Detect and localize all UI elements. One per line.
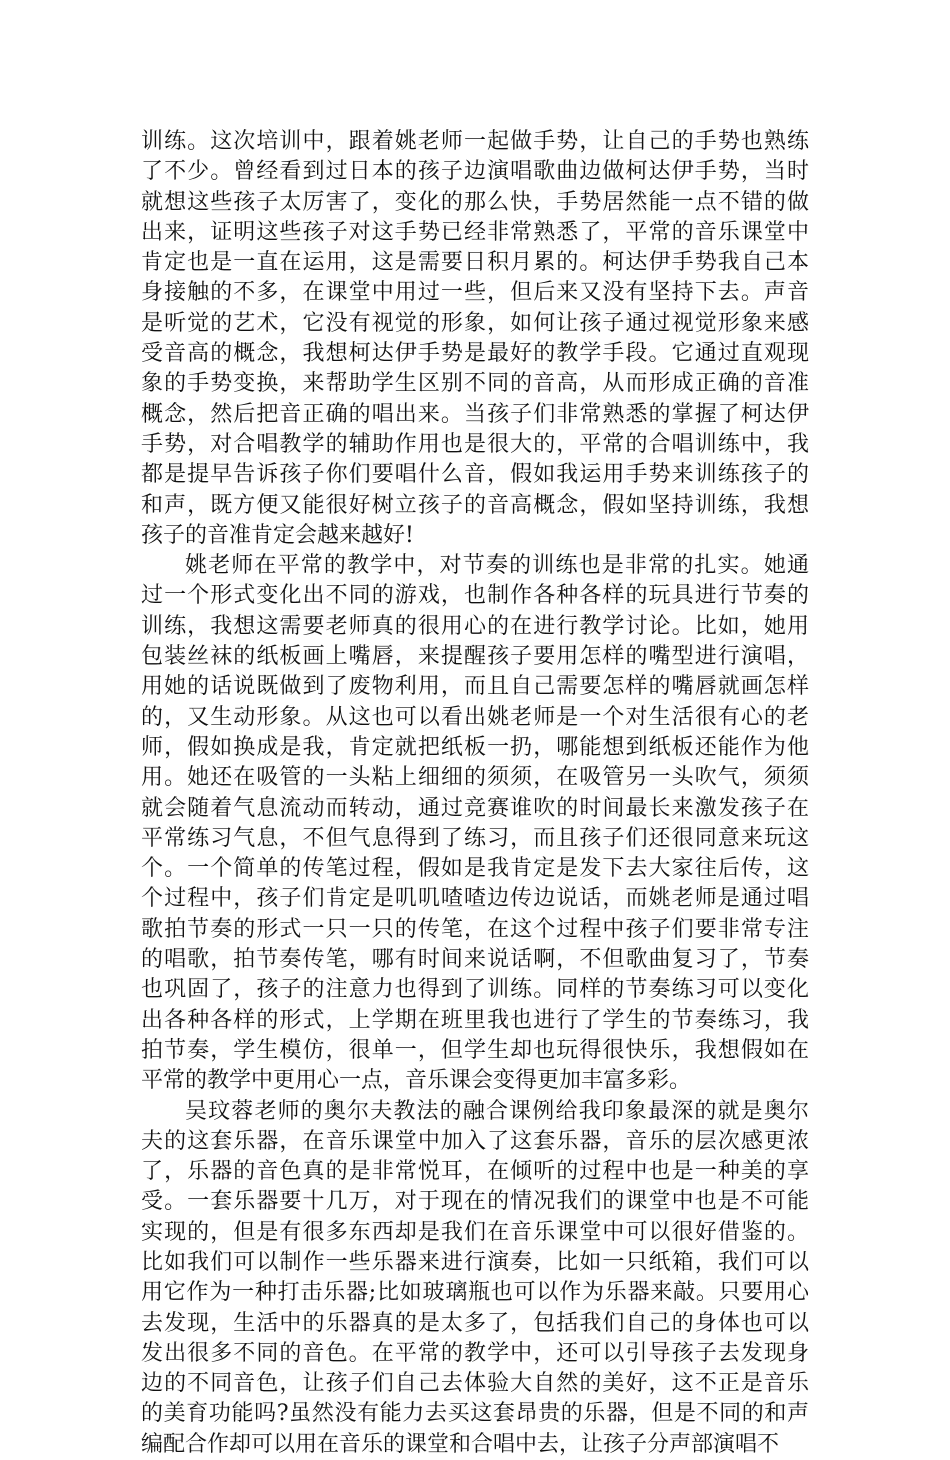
text-line: 夫的这套乐器，在音乐课堂中加入了这套乐器，音乐的层次感更浓 xyxy=(141,1127,809,1157)
text-line: 概念，然后把音正确的唱出来。当孩子们非常熟悉的掌握了柯达伊 xyxy=(141,400,809,430)
text-line: 过一个形式变化出不同的游戏，也制作各种各样的玩具进行节奏的 xyxy=(141,581,809,611)
text-line: 都是提早告诉孩子你们要唱什么音，假如我运用手势来训练孩子的 xyxy=(141,460,809,490)
text-line: 肯定也是一直在运用，这是需要日积月累的。柯达伊手势我自己本 xyxy=(141,248,809,278)
text-line: 训练，我想这需要老师真的很用心的在进行教学讨论。比如，她用 xyxy=(141,612,809,642)
paragraph-rhythm-training xyxy=(141,551,809,1096)
text-line: 和声，既方便又能很好树立孩子的音高概念，假如坚持训练，我想 xyxy=(141,491,809,521)
text-line: 的，又生动形象。从这也可以看出姚老师是一个对生活很有心的老 xyxy=(141,703,809,733)
text-line: 用。她还在吸管的一头粘上细细的须须，在吸管另一头吹气，须须 xyxy=(141,763,809,793)
body-text xyxy=(141,127,809,1460)
text-line: 孩子的音准肯定会越来越好! xyxy=(141,521,809,551)
text-line: 就想这些孩子太厉害了，变化的那么快，手势居然能一点不错的做 xyxy=(141,188,809,218)
text-line: 姚老师在平常的教学中，对节奏的训练也是非常的扎实。她通 xyxy=(141,551,809,581)
text-line: 也巩固了，孩子的注意力也得到了训练。同样的节奏练习可以变化 xyxy=(141,975,809,1005)
text-line: 师，假如换成是我，肯定就把纸板一扔，哪能想到纸板还能作为他 xyxy=(141,733,809,763)
text-line: 就会随着气息流动而转动，通过竞赛谁吹的时间最长来激发孩子在 xyxy=(141,794,809,824)
text-line: 个。一个简单的传笔过程，假如是我肯定是发下去大家往后传，这 xyxy=(141,854,809,884)
text-line: 训练。这次培训中，跟着姚老师一起做手势，让自己的手势也熟练 xyxy=(141,127,809,157)
text-line: 平常练习气息，不但气息得到了练习，而且孩子们还很同意来玩这 xyxy=(141,824,809,854)
text-line: 身接触的不多，在课堂中用过一些，但后来又没有坚持下去。声音 xyxy=(141,278,809,308)
text-line: 了不少。曾经看到过日本的孩子边演唱歌曲边做柯达伊手势，当时 xyxy=(141,157,809,187)
text-line: 发出很多不同的音色。在平常的教学中，还可以引导孩子去发现身 xyxy=(141,1339,809,1369)
text-line: 手势，对合唱教学的辅助作用也是很大的，平常的合唱训练中，我 xyxy=(141,430,809,460)
text-line: 受。一套乐器要十几万，对于现在的情况我们的课堂中也是不可能 xyxy=(141,1187,809,1217)
text-line: 边的不同音色，让孩子们自己去体验大自然的美好，这不正是音乐 xyxy=(141,1369,809,1399)
paragraph-kodaly-handsigns xyxy=(141,127,809,551)
text-line: 用她的话说既做到了废物利用，而且自己需要怎样的嘴唇就画怎样 xyxy=(141,672,809,702)
text-line: 编配合作却可以用在音乐的课堂和合唱中去，让孩子分声部演唱不 xyxy=(141,1430,809,1460)
text-line: 的美育功能吗?虽然没有能力去买这套昂贵的乐器，但是不同的和声 xyxy=(141,1399,809,1429)
text-line: 受音高的概念，我想柯达伊手势是最好的教学手段。它通过直观现 xyxy=(141,339,809,369)
text-line: 拍节奏，学生模仿，很单一，但学生却也玩得很快乐，我想假如在 xyxy=(141,1036,809,1066)
text-line: 歌拍节奏的形式一只一只的传笔，在这个过程中孩子们要非常专注 xyxy=(141,915,809,945)
text-line: 比如我们可以制作一些乐器来进行演奏，比如一只纸箱，我们可以 xyxy=(141,1248,809,1278)
text-line: 去发现，生活中的乐器真的是太多了，包括我们自己的身体也可以 xyxy=(141,1309,809,1339)
text-line: 出各种各样的形式，上学期在班里我也进行了学生的节奏练习，我 xyxy=(141,1006,809,1036)
text-line: 平常的教学中更用心一点，音乐课会变得更加丰富多彩。 xyxy=(141,1066,809,1096)
text-line: 包装丝袜的纸板画上嘴唇，来提醒孩子要用怎样的嘴型进行演唱， xyxy=(141,642,809,672)
text-line: 是听觉的艺术，它没有视觉的形象，如何让孩子通过视觉形象来感 xyxy=(141,309,809,339)
text-line: 用它作为一种打击乐器;比如玻璃瓶也可以作为乐器来敲。只要用心 xyxy=(141,1278,809,1308)
paragraph-orff-instruments xyxy=(141,1097,809,1460)
text-line: 实现的，但是有很多东西却是我们在音乐课堂中可以很好借鉴的。 xyxy=(141,1218,809,1248)
text-line: 的唱歌，拍节奏传笔，哪有时间来说话啊，不但歌曲复习了，节奏 xyxy=(141,945,809,975)
text-line: 吴玟蓉老师的奥尔夫教法的融合课例给我印象最深的就是奥尔 xyxy=(141,1097,809,1127)
text-line: 出来，证明这些孩子对这手势已经非常熟悉了，平常的音乐课堂中 xyxy=(141,218,809,248)
text-line: 象的手势变换，来帮助学生区别不同的音高，从而形成正确的音准 xyxy=(141,369,809,399)
text-line: 个过程中，孩子们肯定是叽叽喳喳边传边说话，而姚老师是通过唱 xyxy=(141,884,809,914)
text-line: 了，乐器的音色真的是非常悦耳，在倾听的过程中也是一种美的享 xyxy=(141,1157,809,1187)
